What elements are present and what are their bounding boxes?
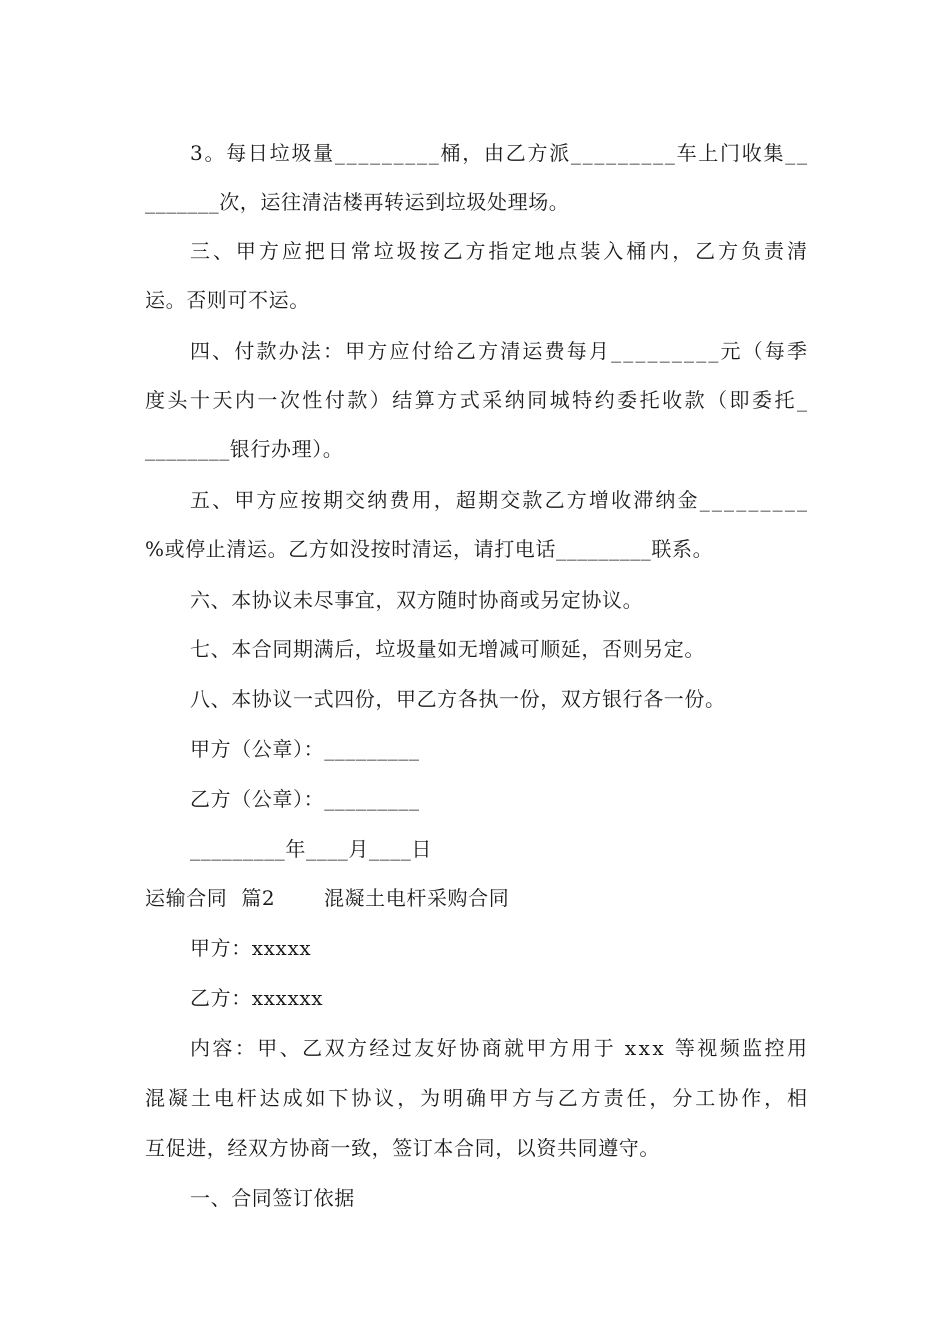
content-line3: 互促进，经双方协商一致，签订本合同，以资共同遵守。	[145, 1136, 660, 1160]
clause-8: 八、本协议一式四份，甲乙方各执一份，双方银行各一份。	[190, 687, 726, 711]
party-b-seal: 乙方（公章）：_________	[190, 787, 420, 811]
text-line: 内容：甲、乙双方经过友好协商就甲方用于 xxx 等视频监控用	[190, 1036, 810, 1060]
para-daily-garbage-line2: _______次，运往清洁楼再转运到垃圾处理场。	[145, 190, 570, 214]
clause-5-line1	[190, 486, 810, 514]
clause-3-line2: 运。否则可不运。	[145, 288, 310, 312]
clause-5-line2: %或停止清运。乙方如没按时清运，请打电话_________联系。	[145, 537, 714, 561]
text-line: 混凝土电杆达成如下协议，为明确甲方与乙方责任，分工协作，相	[145, 1086, 810, 1110]
text-line: 度头十天内一次性付款）结算方式采纳同城特约委托收款（即委托_	[145, 388, 810, 412]
clause-6: 六、本协议未尽事宜，双方随时协商或另定协议。	[190, 588, 644, 612]
party-a-seal: 甲方（公章）：_________	[190, 737, 420, 761]
heading-contract-basis: 一、合同签订依据	[190, 1186, 355, 1210]
clause-4-line3: ________银行办理）。	[145, 437, 344, 461]
party-b: 乙方：xxxxxx	[190, 986, 324, 1010]
party-a: 甲方：xxxxx	[190, 936, 312, 960]
content-line1	[190, 1034, 810, 1062]
para-daily-garbage-line1	[190, 139, 807, 167]
clause-4-line1	[190, 337, 810, 365]
text-line: 3。每日垃圾量_________桶，由乙方派_________车上门收集__	[190, 141, 809, 165]
clause-3-line1	[190, 237, 810, 265]
section-title: 运输合同 篇2 混凝土电杆采购合同	[145, 886, 510, 910]
clause-7: 七、本合同期满后，垃圾量如无增减可顺延，否则另定。	[190, 637, 705, 661]
date-line: _________年____月____日	[190, 837, 432, 861]
clause-4-line2	[145, 386, 810, 414]
text-line: 五、甲方应按期交纳费用，超期交款乙方增收滞纳金_________	[190, 488, 810, 512]
text-line: 四、付款办法：甲方应付给乙方清运费每月_________元（每季	[190, 339, 810, 363]
text-line: 三、甲方应把日常垃圾按乙方指定地点装入桶内，乙方负责清	[190, 239, 810, 263]
content-line2	[145, 1084, 810, 1112]
